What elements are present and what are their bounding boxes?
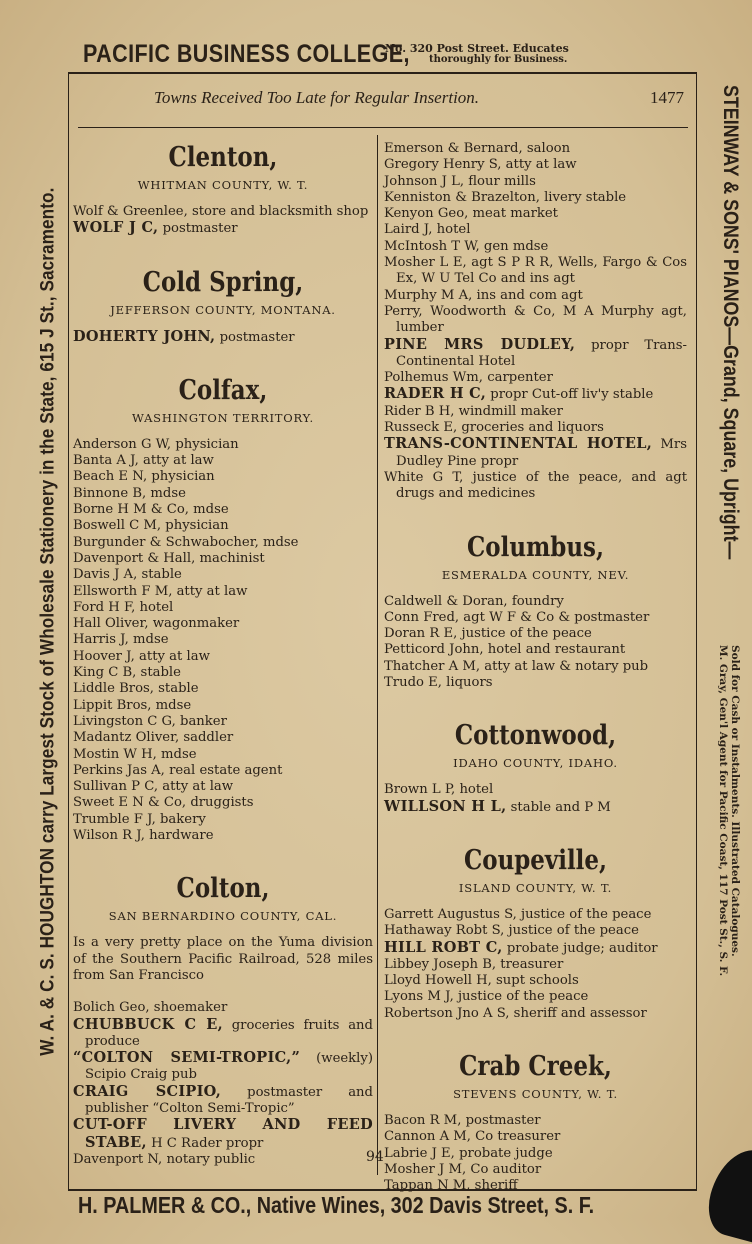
directory-entry <box>73 204 373 220</box>
directory-entry <box>384 174 687 190</box>
entry-text: Perry, Woodworth & Co, M A Murphy agt, lumber <box>384 303 687 336</box>
entry-name-bold: PINE MRS DUDLEY, <box>384 335 576 353</box>
entry-text: propr Trans-Continental Hotel <box>396 337 687 369</box>
entry-name-bold: CRAIG SCIPIO, <box>73 1082 222 1100</box>
advertisement-header <box>83 40 703 72</box>
entry-text: Harris J, mdse <box>73 632 169 648</box>
entry-text: Mosher L E, agt S P R R, Wells, Fargo & Cos Ex, W U Tel Co and ins agt <box>384 255 687 287</box>
directory-entry <box>384 594 687 610</box>
directory-entry <box>73 665 373 681</box>
entry-text: Wolf & Greenlee, store and blacksmith shop <box>73 204 369 219</box>
entry-text: Lloyd Howell H, supt schools <box>384 973 579 989</box>
county-name: STEVENS COUNTY, W. T. <box>453 1086 618 1101</box>
directory-entry <box>384 141 687 157</box>
entry-text: Caldwell & Doran, foundry <box>384 593 564 609</box>
entry-text: White G T, justice of the peace, and agt drugs and medicines <box>384 469 687 502</box>
directory-entry <box>73 828 373 844</box>
directory-entry <box>384 799 687 816</box>
entry-text: Livingston C G, banker <box>73 713 227 729</box>
right-margin-main: STEINWAY & SONS' PIANOS—Grand, Square, Upright— <box>719 85 742 560</box>
directory-entry <box>384 436 687 470</box>
right-margin-line1: Sold for Cash or Instalments. Illustrated Catalogues. <box>729 645 741 957</box>
directory-entry <box>384 940 687 957</box>
directory-entry <box>384 973 687 989</box>
town-section <box>384 718 687 816</box>
directory-entry <box>73 1117 373 1152</box>
entry-text: postmaster <box>215 329 295 345</box>
header-subtitle-line1: No. 320 Post Street. Educates <box>385 42 569 55</box>
entry-text: Ford H F, hotel <box>73 599 174 615</box>
directory-entry <box>73 747 373 763</box>
county-name: SAN BERNARDINO COUNTY, CAL. <box>108 909 338 924</box>
entry-text: Banta A J, atty at law <box>73 453 214 469</box>
entry-text: Laird J, hotel <box>384 222 471 238</box>
entry-text: Davenport N, notary public <box>73 1151 256 1167</box>
town-section <box>73 265 373 346</box>
county-name: WASHINGTON TERRITORY. <box>132 410 314 425</box>
directory-entry <box>73 486 373 502</box>
town-name: Colton, <box>176 873 270 905</box>
town-section <box>384 141 687 503</box>
directory-entry <box>384 404 687 420</box>
county-name: ISLAND COUNTY, W. T. <box>458 880 613 895</box>
entry-text: Bolich Geo, shoemaker <box>73 1000 228 1016</box>
advertisement-footer: H. PALMER & CO., Native Wines, 302 Davis Street, S. F. <box>78 1192 595 1218</box>
entry-text: Mostin W H, mdse <box>73 746 197 762</box>
county-name: JEFFERSON COUNTY, MONTANA. <box>110 302 336 317</box>
entry-name-bold: TRANS-CONTINENTAL HOTEL, <box>384 435 653 453</box>
entry-text: Binnone B, mdse <box>73 485 186 501</box>
directory-entry <box>73 681 373 697</box>
directory-entry <box>384 1113 687 1129</box>
entry-text: Garrett Augustus S, justice of the peace <box>384 906 652 922</box>
town-name: Crab Creek, <box>459 1050 612 1082</box>
entry-text: Mrs Dudley Pine propr <box>396 437 687 469</box>
directory-entry <box>73 1000 373 1016</box>
directory-entry <box>384 907 687 923</box>
county-name: IDAHO COUNTY, IDAHO. <box>453 756 618 771</box>
directory-entry <box>384 1162 687 1178</box>
entry-text: Boswell C M, physician <box>73 518 229 534</box>
entry-text: Petticord John, hotel and restaurant <box>384 642 626 658</box>
county-name: WHITMAN COUNTY, W. T. <box>137 178 309 192</box>
entry-text: Davenport & Hall, machinist <box>73 550 265 566</box>
town-section <box>384 1049 687 1194</box>
directory-entry <box>73 469 373 485</box>
directory-entry <box>384 239 687 255</box>
entry-text: Mosher J M, Co auditor <box>384 1161 542 1177</box>
town-name: Clenton, <box>168 142 278 173</box>
entry-text: Davis J A, stable <box>73 567 182 583</box>
entry-text: Kenyon Geo, meat market <box>384 206 558 222</box>
entry-text: Russeck E, groceries and liquors <box>384 420 604 436</box>
entry-text: Lyons M J, justice of the peace <box>384 989 589 1005</box>
entry-text: Anderson G W, physician <box>73 436 239 452</box>
entry-text: Rider B H, windmill maker <box>384 403 563 419</box>
entry-text: Emerson & Bernard, saloon <box>384 141 571 156</box>
directory-entry <box>73 518 373 534</box>
entry-text: (weekly) Scipio Craig pub <box>85 1051 373 1083</box>
directory-entry <box>384 1129 687 1145</box>
entry-text: H C Rader propr <box>146 1135 264 1151</box>
running-head-page: 1477 <box>650 88 684 107</box>
directory-entry <box>384 470 687 503</box>
header-subtitle <box>385 43 569 65</box>
directory-entry <box>384 610 687 626</box>
directory-entry <box>384 626 687 642</box>
entry-text: Hathaway Robt S, justice of the peace <box>384 923 639 939</box>
entry-text: Libbey Joseph B, treasurer <box>384 956 564 972</box>
entry-text: Borne H M & Co, mdse <box>73 502 229 518</box>
entry-text: Hall Oliver, wagonmaker <box>73 616 240 632</box>
entry-text: Beach E N, physician <box>73 469 215 485</box>
entry-name-bold: CUT-OFF LIVERY AND FEED STABE, <box>73 1116 373 1151</box>
directory-entry <box>384 157 687 173</box>
directory-entry <box>384 386 687 403</box>
entry-name-bold: “COLTON SEMI-TROPIC,” <box>73 1049 301 1067</box>
header-title: PACIFIC BUSINESS COLLEGE, <box>83 40 410 68</box>
directory-entry <box>73 795 373 811</box>
entry-text: stable and P M <box>506 799 611 815</box>
directory-entry <box>73 437 373 453</box>
town-name: Cottonwood, <box>454 720 617 752</box>
entry-text: Thatcher A M, atty at law & notary pub <box>384 658 649 674</box>
entry-text: Kenniston & Brazelton, livery stable <box>384 189 627 205</box>
entry-text: Liddle Bros, stable <box>73 681 199 697</box>
entry-text: Gregory Henry S, atty at law <box>384 157 577 173</box>
town-description: Is a very pretty place on the Yuma division of the Southern Pacific Railroad, 528 miles from San Francisco <box>73 935 373 983</box>
entry-text: Conn Fred, agt W F & Co & postmaster <box>384 609 650 625</box>
directory-entry <box>73 600 373 616</box>
directory-entry <box>73 1050 373 1084</box>
county-name: ESMERALDA COUNTY, NEV. <box>441 567 630 582</box>
town-name: Cold Spring, <box>142 266 304 298</box>
entry-text: Doran R E, justice of the peace <box>384 626 592 642</box>
header-subtitle-line2: thoroughly for Business. <box>429 54 568 65</box>
entry-text: Ellsworth F M, atty at law <box>73 583 248 599</box>
entry-name-bold: RADER H C, <box>384 385 487 403</box>
directory-entry <box>384 420 687 436</box>
directory-entry <box>384 1146 687 1162</box>
directory-entry <box>384 304 687 337</box>
directory-entry <box>73 730 373 746</box>
directory-entry <box>384 642 687 658</box>
column-divider <box>377 135 378 1175</box>
right-margin-line2: M. Gray, Gen'l Agent for Pacific Coast, 117 Post St., S. F. <box>717 645 729 977</box>
entry-text: Lippit Bros, mdse <box>73 697 192 713</box>
town-name: Colfax, <box>178 374 268 406</box>
directory-entry <box>73 763 373 779</box>
directory-entry <box>73 1017 373 1051</box>
entry-text: McIntosh T W, gen mdse <box>384 238 549 254</box>
entry-text: postmaster and publisher “Colton Semi-Tropic” <box>85 1084 373 1116</box>
directory-entry <box>73 329 373 346</box>
left-margin-text: W. A. & C. S. HOUGHTON carry Largest Stock of Wholesale Stationery in the State, 615 J St., Sacramento. <box>36 187 59 1057</box>
town-section <box>73 140 373 238</box>
entry-text: propr Cut-off liv'y stable <box>486 387 654 403</box>
directory-entry <box>384 1006 687 1022</box>
entry-text: probate judge; auditor <box>502 940 658 956</box>
entry-text: Polhemus Wm, carpenter <box>384 370 553 386</box>
running-head-title: Towns Received Too Late for Regular Insertion. <box>154 88 480 107</box>
directory-entry <box>73 535 373 551</box>
entry-text: Brown L P, hotel <box>384 782 494 798</box>
town-section <box>384 843 687 1022</box>
directory-entry <box>73 551 373 567</box>
entry-text: Burgunder & Schwabocher, mdse <box>73 534 299 550</box>
town-section <box>73 871 373 1168</box>
entry-text: Sweet E N & Co, druggists <box>73 795 254 811</box>
entry-name-bold: WOLF J C, <box>73 219 159 237</box>
directory-entry <box>73 220 373 237</box>
entry-text: groceries fruits and produce <box>85 1017 373 1049</box>
divider <box>78 127 688 128</box>
directory-entry <box>73 632 373 648</box>
directory-entry <box>384 957 687 973</box>
entry-text: King C B, stable <box>73 665 181 681</box>
directory-entry <box>384 675 687 691</box>
directory-entry <box>384 337 687 371</box>
directory-entry <box>384 370 687 386</box>
town-name: Columbus, <box>467 531 604 563</box>
entry-text: Trudo E, liquors <box>384 675 493 691</box>
entry-text: Bacon R M, postmaster <box>384 1112 541 1128</box>
entry-text: Johnson J L, flour mills <box>384 173 536 189</box>
directory-entry <box>73 698 373 714</box>
directory-entry <box>73 502 373 518</box>
entry-name-bold: HILL ROBT C, <box>384 938 503 956</box>
town-name: Coupeville, <box>463 844 607 876</box>
directory-entry <box>73 812 373 828</box>
directory-entry <box>384 255 687 288</box>
entry-text: Hoover J, atty at law <box>73 648 210 664</box>
entry-text: Wilson R J, hardware <box>73 828 214 844</box>
entry-text: Tappan N M, sheriff <box>384 1178 518 1194</box>
directory-entry <box>73 714 373 730</box>
directory-entry <box>73 1084 373 1118</box>
entry-name-bold: CHUBBUCK C E, <box>73 1015 223 1033</box>
left-column <box>73 140 373 1168</box>
town-section <box>73 373 373 844</box>
entry-text: Murphy M A, ins and com agt <box>384 287 583 303</box>
directory-entry <box>384 206 687 222</box>
directory-entry <box>73 567 373 583</box>
directory-entry <box>73 1152 373 1168</box>
left-margin-advertisement <box>37 82 60 1162</box>
directory-entry <box>73 453 373 469</box>
page-number: 94 <box>366 1149 384 1165</box>
right-column <box>384 141 687 1194</box>
entry-text: postmaster <box>158 221 238 237</box>
directory-entry <box>73 584 373 600</box>
directory-entry <box>384 222 687 238</box>
entry-text: Trumble F J, bakery <box>73 811 206 827</box>
right-margin-small <box>717 645 741 976</box>
entry-name-bold: DOHERTY JOHN, <box>73 327 216 345</box>
entry-text: Sullivan P C, atty at law <box>73 779 234 795</box>
entry-text: Labrie J E, probate judge <box>384 1145 553 1161</box>
directory-entry <box>384 989 687 1005</box>
directory-entry <box>384 659 687 675</box>
directory-entry <box>384 923 687 939</box>
right-margin-advertisement <box>702 85 742 1165</box>
directory-entry <box>384 190 687 206</box>
directory-entry <box>384 288 687 304</box>
entry-text: Robertson Jno A S, sheriff and assessor <box>384 1005 647 1021</box>
directory-entry <box>73 649 373 665</box>
directory-entry <box>73 616 373 632</box>
entry-text: Madantz Oliver, saddler <box>73 730 234 746</box>
entry-text: Perkins Jas A, real estate agent <box>73 762 283 778</box>
town-section <box>384 530 687 692</box>
directory-entry <box>384 782 687 798</box>
entry-name-bold: WILLSON H L, <box>384 797 507 815</box>
entry-text: Cannon A M, Co treasurer <box>384 1129 561 1145</box>
directory-entry <box>73 779 373 795</box>
